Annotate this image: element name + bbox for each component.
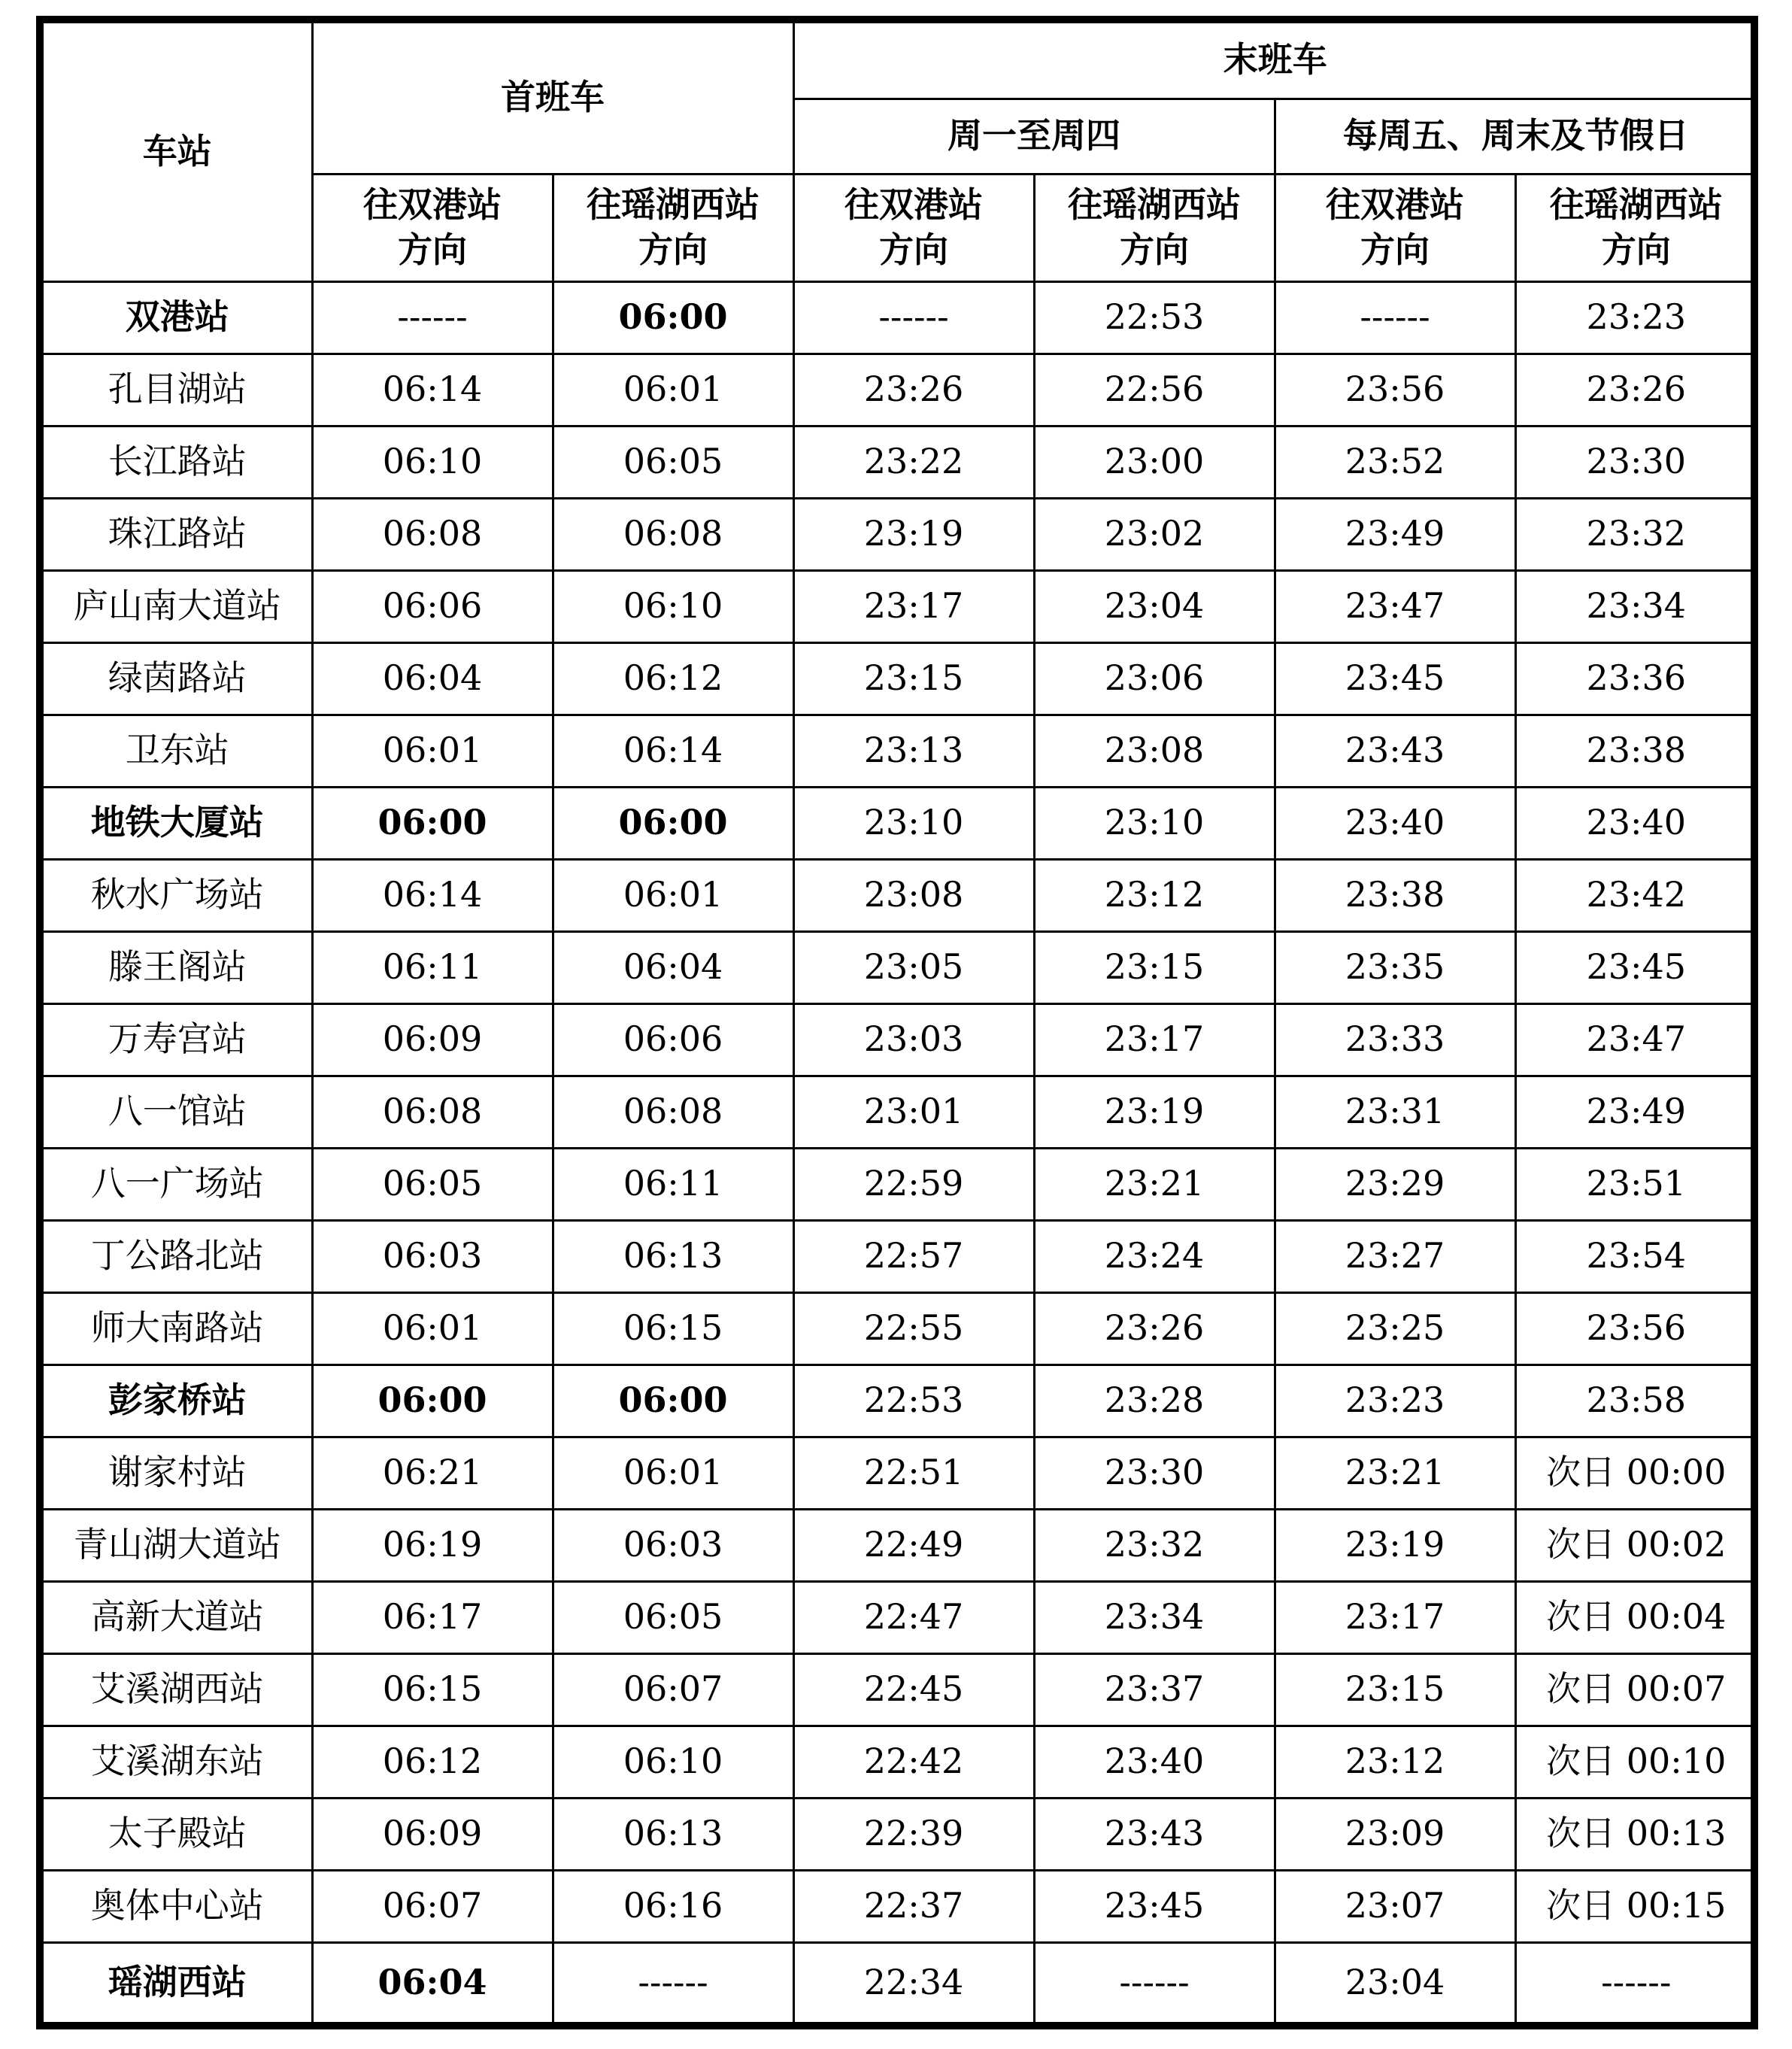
table-row — [44, 1292, 1756, 1364]
time-cell: 23:05 — [793, 931, 1034, 1003]
time-cell: 23:49 — [1515, 1076, 1756, 1148]
table-row — [44, 1220, 1756, 1292]
table-row — [44, 1870, 1756, 1942]
time-cell: 23:40 — [1515, 787, 1756, 859]
time-cell: ------ — [1275, 281, 1515, 354]
timetable — [44, 23, 1756, 2022]
time-cell: 06:17 — [312, 1581, 553, 1653]
time-cell: 22:55 — [793, 1292, 1034, 1364]
time-cell: 06:11 — [312, 931, 553, 1003]
time-cell: ------ — [793, 281, 1034, 354]
time-cell: 23:04 — [1275, 1942, 1515, 2022]
time-cell: 23:09 — [1275, 1798, 1515, 1870]
table-row — [44, 426, 1756, 498]
header-first-to-yaohu: 往瑶湖西站 方向 — [553, 174, 793, 281]
time-cell: 23:19 — [1275, 1509, 1515, 1581]
time-cell: 06:01 — [553, 354, 793, 426]
time-cell: 22:53 — [1034, 281, 1275, 354]
time-cell: 23:08 — [793, 859, 1034, 931]
time-cell: 22:51 — [793, 1437, 1034, 1509]
time-cell: 23:29 — [1275, 1148, 1515, 1220]
time-cell: 22:37 — [793, 1870, 1034, 1942]
time-cell: 23:15 — [1275, 1653, 1515, 1726]
time-cell: 23:28 — [1034, 1364, 1275, 1437]
time-cell: 次日 00:02 — [1515, 1509, 1756, 1581]
table-row — [44, 498, 1756, 570]
station-name: 高新大道站 — [44, 1581, 312, 1653]
timetable-body — [44, 281, 1756, 2022]
table-row — [44, 1003, 1756, 1076]
station-name: 珠江路站 — [44, 498, 312, 570]
time-cell: 06:15 — [553, 1292, 793, 1364]
station-name: 绿茵路站 — [44, 642, 312, 715]
table-row — [44, 1726, 1756, 1798]
time-cell: 23:56 — [1275, 354, 1515, 426]
time-cell: 06:16 — [553, 1870, 793, 1942]
station-name: 秋水广场站 — [44, 859, 312, 931]
time-cell: 06:09 — [312, 1003, 553, 1076]
station-name: 万寿宫站 — [44, 1003, 312, 1076]
time-cell: 23:34 — [1034, 1581, 1275, 1653]
time-cell: 06:13 — [553, 1798, 793, 1870]
time-cell: 06:14 — [312, 859, 553, 931]
header-last-train: 末班车 — [793, 23, 1756, 99]
time-cell: 06:05 — [312, 1148, 553, 1220]
time-cell: 23:47 — [1275, 570, 1515, 642]
time-cell: 06:08 — [312, 1076, 553, 1148]
time-cell: 06:04 — [553, 931, 793, 1003]
table-row — [44, 787, 1756, 859]
time-cell: 06:05 — [553, 1581, 793, 1653]
time-cell: 06:00 — [312, 787, 553, 859]
station-name: 地铁大厦站 — [44, 787, 312, 859]
time-cell: 23:22 — [793, 426, 1034, 498]
time-cell: 06:08 — [553, 498, 793, 570]
time-cell: 23:38 — [1515, 715, 1756, 787]
time-cell: 06:15 — [312, 1653, 553, 1726]
time-cell: 23:02 — [1034, 498, 1275, 570]
time-cell: 23:24 — [1034, 1220, 1275, 1292]
time-cell: 次日 00:07 — [1515, 1653, 1756, 1726]
time-cell: 23:15 — [793, 642, 1034, 715]
time-cell: 23:12 — [1275, 1726, 1515, 1798]
time-cell: 23:32 — [1515, 498, 1756, 570]
time-cell: 23:17 — [1275, 1581, 1515, 1653]
time-cell: 06:01 — [312, 715, 553, 787]
time-cell: 23:37 — [1034, 1653, 1275, 1726]
time-cell: 23:49 — [1275, 498, 1515, 570]
timetable-frame — [36, 16, 1758, 2029]
time-cell: 06:08 — [312, 498, 553, 570]
header-monthu-to-shuanggang: 往双港站 方向 — [793, 174, 1034, 281]
time-cell: 23:19 — [793, 498, 1034, 570]
table-row — [44, 1942, 1756, 2022]
time-cell: 次日 00:10 — [1515, 1726, 1756, 1798]
time-cell: 22:42 — [793, 1726, 1034, 1798]
station-name: 奥体中心站 — [44, 1870, 312, 1942]
time-cell: 23:26 — [1515, 354, 1756, 426]
station-name: 谢家村站 — [44, 1437, 312, 1509]
station-name: 艾溪湖西站 — [44, 1653, 312, 1726]
table-row — [44, 354, 1756, 426]
time-cell: 06:11 — [553, 1148, 793, 1220]
time-cell: 22:53 — [793, 1364, 1034, 1437]
time-cell: 06:08 — [553, 1076, 793, 1148]
time-cell: 23:34 — [1515, 570, 1756, 642]
time-cell: 次日 00:04 — [1515, 1581, 1756, 1653]
time-cell: 06:04 — [312, 642, 553, 715]
station-name: 双港站 — [44, 281, 312, 354]
table-row — [44, 1148, 1756, 1220]
table-row — [44, 715, 1756, 787]
time-cell: 23:00 — [1034, 426, 1275, 498]
time-cell: ------ — [553, 1942, 793, 2022]
time-cell: 23:51 — [1515, 1148, 1756, 1220]
station-name: 八一馆站 — [44, 1076, 312, 1148]
time-cell: 06:07 — [312, 1870, 553, 1942]
time-cell: 23:40 — [1034, 1726, 1275, 1798]
time-cell: 23:40 — [1275, 787, 1515, 859]
time-cell: 06:19 — [312, 1509, 553, 1581]
time-cell: 06:09 — [312, 1798, 553, 1870]
header-first-train: 首班车 — [312, 23, 793, 174]
time-cell: ------ — [1034, 1942, 1275, 2022]
time-cell: 06:13 — [553, 1220, 793, 1292]
time-cell: 23:58 — [1515, 1364, 1756, 1437]
time-cell: 22:56 — [1034, 354, 1275, 426]
time-cell: 22:57 — [793, 1220, 1034, 1292]
time-cell: 06:00 — [553, 787, 793, 859]
station-name: 师大南路站 — [44, 1292, 312, 1364]
time-cell: 23:43 — [1034, 1798, 1275, 1870]
header-fri-weekend-holiday: 每周五、周末及节假日 — [1275, 99, 1756, 174]
header-friwk-to-shuanggang: 往双港站 方向 — [1275, 174, 1515, 281]
time-cell: 06:10 — [553, 1726, 793, 1798]
table-row — [44, 1364, 1756, 1437]
time-cell: 22:47 — [793, 1581, 1034, 1653]
time-cell: ------ — [312, 281, 553, 354]
station-name: 庐山南大道站 — [44, 570, 312, 642]
time-cell: 23:06 — [1034, 642, 1275, 715]
time-cell: 06:05 — [553, 426, 793, 498]
time-cell: 06:12 — [553, 642, 793, 715]
header-mon-thu: 周一至周四 — [793, 99, 1275, 174]
time-cell: 06:14 — [312, 354, 553, 426]
station-name: 青山湖大道站 — [44, 1509, 312, 1581]
time-cell: 23:12 — [1034, 859, 1275, 931]
table-row — [44, 281, 1756, 354]
time-cell: 23:10 — [793, 787, 1034, 859]
time-cell: 23:10 — [1034, 787, 1275, 859]
station-name: 滕王阁站 — [44, 931, 312, 1003]
time-cell: 23:31 — [1275, 1076, 1515, 1148]
time-cell: 23:21 — [1275, 1437, 1515, 1509]
time-cell: 23:52 — [1275, 426, 1515, 498]
station-name: 长江路站 — [44, 426, 312, 498]
time-cell: 23:45 — [1275, 642, 1515, 715]
time-cell: 23:25 — [1275, 1292, 1515, 1364]
time-cell: ------ — [1515, 1942, 1756, 2022]
time-cell: 06:01 — [312, 1292, 553, 1364]
time-cell: 23:36 — [1515, 642, 1756, 715]
time-cell: 23:13 — [793, 715, 1034, 787]
time-cell: 23:32 — [1034, 1509, 1275, 1581]
time-cell: 06:03 — [553, 1509, 793, 1581]
table-row — [44, 1509, 1756, 1581]
time-cell: 23:21 — [1034, 1148, 1275, 1220]
table-row — [44, 570, 1756, 642]
time-cell: 23:54 — [1515, 1220, 1756, 1292]
time-cell: 23:19 — [1034, 1076, 1275, 1148]
time-cell: 22:49 — [793, 1509, 1034, 1581]
time-cell: 06:01 — [553, 1437, 793, 1509]
time-cell: 次日 00:00 — [1515, 1437, 1756, 1509]
table-row — [44, 931, 1756, 1003]
time-cell: 06:00 — [553, 281, 793, 354]
time-cell: 23:33 — [1275, 1003, 1515, 1076]
time-cell: 23:01 — [793, 1076, 1034, 1148]
time-cell: 06:00 — [312, 1364, 553, 1437]
time-cell: 23:45 — [1034, 1870, 1275, 1942]
time-cell: 23:23 — [1515, 281, 1756, 354]
time-cell: 06:12 — [312, 1726, 553, 1798]
station-name: 艾溪湖东站 — [44, 1726, 312, 1798]
time-cell: 23:15 — [1034, 931, 1275, 1003]
time-cell: 23:45 — [1515, 931, 1756, 1003]
header-monthu-to-yaohu: 往瑶湖西站 方向 — [1034, 174, 1275, 281]
time-cell: 06:10 — [312, 426, 553, 498]
time-cell: 22:59 — [793, 1148, 1034, 1220]
time-cell: 23:43 — [1275, 715, 1515, 787]
time-cell: 23:23 — [1275, 1364, 1515, 1437]
time-cell: 06:06 — [312, 570, 553, 642]
time-cell: 06:01 — [553, 859, 793, 931]
time-cell: 23:38 — [1275, 859, 1515, 931]
time-cell: 23:26 — [793, 354, 1034, 426]
table-row — [44, 859, 1756, 931]
time-cell: 次日 00:13 — [1515, 1798, 1756, 1870]
time-cell: 22:45 — [793, 1653, 1034, 1726]
station-name: 丁公路北站 — [44, 1220, 312, 1292]
time-cell: 23:30 — [1034, 1437, 1275, 1509]
header-first-to-shuanggang: 往双港站 方向 — [312, 174, 553, 281]
station-name: 八一广场站 — [44, 1148, 312, 1220]
time-cell: 次日 00:15 — [1515, 1870, 1756, 1942]
table-row — [44, 1798, 1756, 1870]
time-cell: 06:10 — [553, 570, 793, 642]
table-row — [44, 1076, 1756, 1148]
table-row — [44, 1581, 1756, 1653]
station-name: 卫东站 — [44, 715, 312, 787]
time-cell: 23:47 — [1515, 1003, 1756, 1076]
time-cell: 23:03 — [793, 1003, 1034, 1076]
table-row — [44, 1437, 1756, 1509]
time-cell: 06:21 — [312, 1437, 553, 1509]
time-cell: 06:04 — [312, 1942, 553, 2022]
time-cell: 06:06 — [553, 1003, 793, 1076]
station-name: 瑶湖西站 — [44, 1942, 312, 2022]
time-cell: 23:08 — [1034, 715, 1275, 787]
time-cell: 06:07 — [553, 1653, 793, 1726]
time-cell: 23:30 — [1515, 426, 1756, 498]
time-cell: 23:07 — [1275, 1870, 1515, 1942]
time-cell: 22:34 — [793, 1942, 1034, 2022]
time-cell: 23:56 — [1515, 1292, 1756, 1364]
time-cell: 06:00 — [553, 1364, 793, 1437]
time-cell: 23:35 — [1275, 931, 1515, 1003]
header-friwk-to-yaohu: 往瑶湖西站 方向 — [1515, 174, 1756, 281]
time-cell: 22:39 — [793, 1798, 1034, 1870]
time-cell: 06:14 — [553, 715, 793, 787]
table-row — [44, 1653, 1756, 1726]
time-cell: 06:03 — [312, 1220, 553, 1292]
time-cell: 23:04 — [1034, 570, 1275, 642]
station-name: 孔目湖站 — [44, 354, 312, 426]
time-cell: 23:26 — [1034, 1292, 1275, 1364]
header-station: 车站 — [44, 23, 312, 281]
time-cell: 23:27 — [1275, 1220, 1515, 1292]
time-cell: 23:42 — [1515, 859, 1756, 931]
time-cell: 23:17 — [793, 570, 1034, 642]
station-name: 彭家桥站 — [44, 1364, 312, 1437]
station-name: 太子殿站 — [44, 1798, 312, 1870]
time-cell: 23:17 — [1034, 1003, 1275, 1076]
table-row — [44, 642, 1756, 715]
